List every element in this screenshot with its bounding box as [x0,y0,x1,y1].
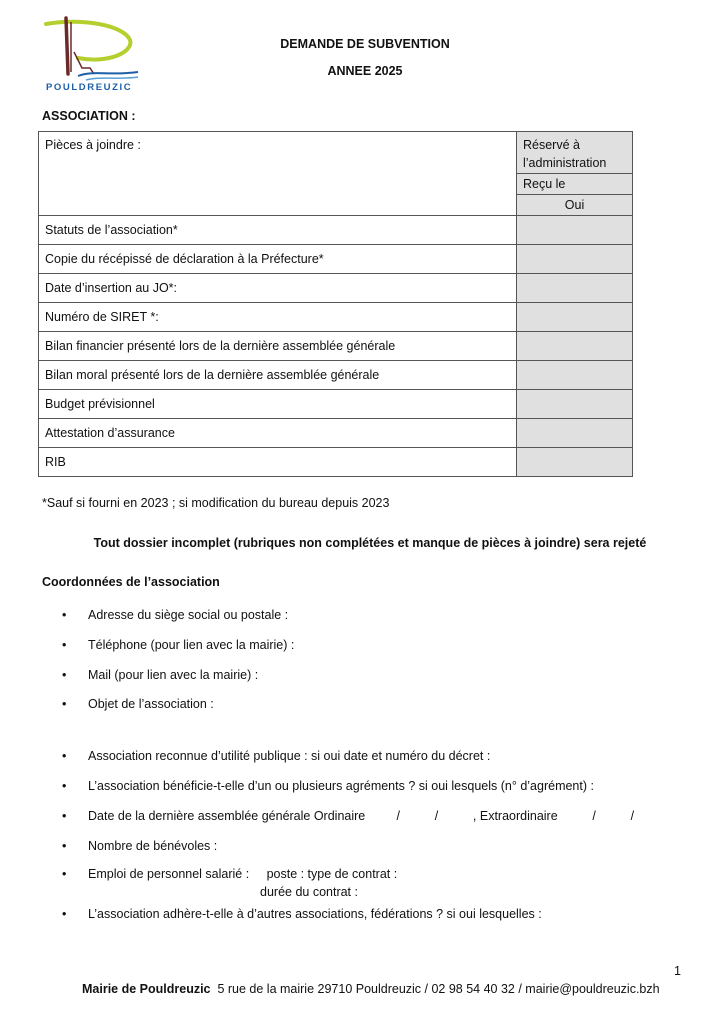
piece-label: Statuts de l’association* [39,216,517,245]
admin-check-cell[interactable] [517,274,633,303]
admin-check-cell[interactable] [517,361,633,390]
field-adhesion[interactable]: L’association adhère-t-elle à d’autres associations, fédérations ? si oui lesquelles : [88,907,542,921]
field-date-assemblee[interactable]: Date de la dernière assemblée générale Ordinaire / / , Extraordinaire / / [88,809,635,823]
oui-header: Oui [517,195,633,216]
table-row [39,245,633,274]
table-row [39,274,633,303]
footer-contact: 5 rue de la mairie 29710 Pouldreuzic / 02 98 54 40 32 / mairie@pouldreuzic.bzh [210,982,660,996]
field-benevoles[interactable]: Nombre de bénévoles : [88,839,218,853]
incomplete-warning: Tout dossier incomplet (rubriques non complétées et manque de pièces à joindre) sera rejeté [93,536,647,550]
field-adresse[interactable]: Adresse du siège social ou postale : [88,608,289,622]
pieces-header-label: Pièces à joindre : [39,132,517,216]
field-emploi-salarie[interactable]: Emploi de personnel salarié : poste : type de contrat : [88,867,398,881]
bullet-icon: • [62,809,67,823]
field-mail[interactable]: Mail (pour lien avec la mairie) : [88,668,259,682]
association-label: ASSOCIATION : [42,109,136,123]
page-number: 1 [674,964,681,978]
table-row [39,332,633,361]
piece-label: Date d’insertion au JO*: [39,274,517,303]
pouldreuzic-logo [38,12,146,100]
table-row [39,390,633,419]
field-duree-contrat[interactable]: durée du contrat : [260,885,358,899]
bullet-icon: • [62,867,67,881]
table-row [39,361,633,390]
table-row [39,216,633,245]
admin-check-cell[interactable] [517,448,633,477]
bullet-icon: • [62,839,67,853]
pieces-table [38,131,633,477]
admin-check-cell[interactable] [517,419,633,448]
piece-label: Copie du récépissé de déclaration à la Préfecture* [39,245,517,274]
admin-check-cell[interactable] [517,390,633,419]
field-objet[interactable]: Objet de l’association : [88,697,214,711]
piece-label: Budget prévisionnel [39,390,517,419]
piece-label: RIB [39,448,517,477]
document-year: ANNEE 2025 [327,64,403,78]
field-agrements[interactable]: L’association bénéficie-t-elle d’un ou plusieurs agréments ? si oui lesquels (n° d’agrément) : [88,779,594,793]
reserved-admin-header: Réservé à l’administration [517,132,633,174]
piece-label: Bilan moral présenté lors de la dernière assemblée générale [39,361,517,390]
field-utilite-publique[interactable]: Association reconnue d’utilité publique : si oui date et numéro du décret : [88,749,491,763]
piece-label: Attestation d’assurance [39,419,517,448]
document-title: DEMANDE DE SUBVENTION [280,37,450,51]
piece-label: Bilan financier présenté lors de la dernière assemblée générale [39,332,517,361]
admin-check-cell[interactable] [517,245,633,274]
logo-text: POULDREUZIC [46,82,133,93]
bullet-icon: • [62,608,67,622]
field-telephone[interactable]: Téléphone (pour lien avec la mairie) : [88,638,295,652]
bullet-icon: • [62,638,67,652]
table-footnote: *Sauf si fourni en 2023 ; si modification du bureau depuis 2023 [42,496,390,510]
footer [82,982,660,996]
recu-le-header: Reçu le [517,174,633,195]
admin-check-cell[interactable] [517,332,633,361]
table-row [39,419,633,448]
section-title-coordonnees: Coordonnées de l’association [42,575,220,589]
bullet-icon: • [62,697,67,711]
bullet-icon: • [62,779,67,793]
table-header-row [39,132,633,174]
admin-check-cell[interactable] [517,303,633,332]
bullet-icon: • [62,907,67,921]
table-row [39,448,633,477]
admin-check-cell[interactable] [517,216,633,245]
bullet-icon: • [62,668,67,682]
footer-org: Mairie de Pouldreuzic [82,982,211,996]
piece-label: Numéro de SIRET *: [39,303,517,332]
bullet-icon: • [62,749,67,763]
table-row [39,303,633,332]
